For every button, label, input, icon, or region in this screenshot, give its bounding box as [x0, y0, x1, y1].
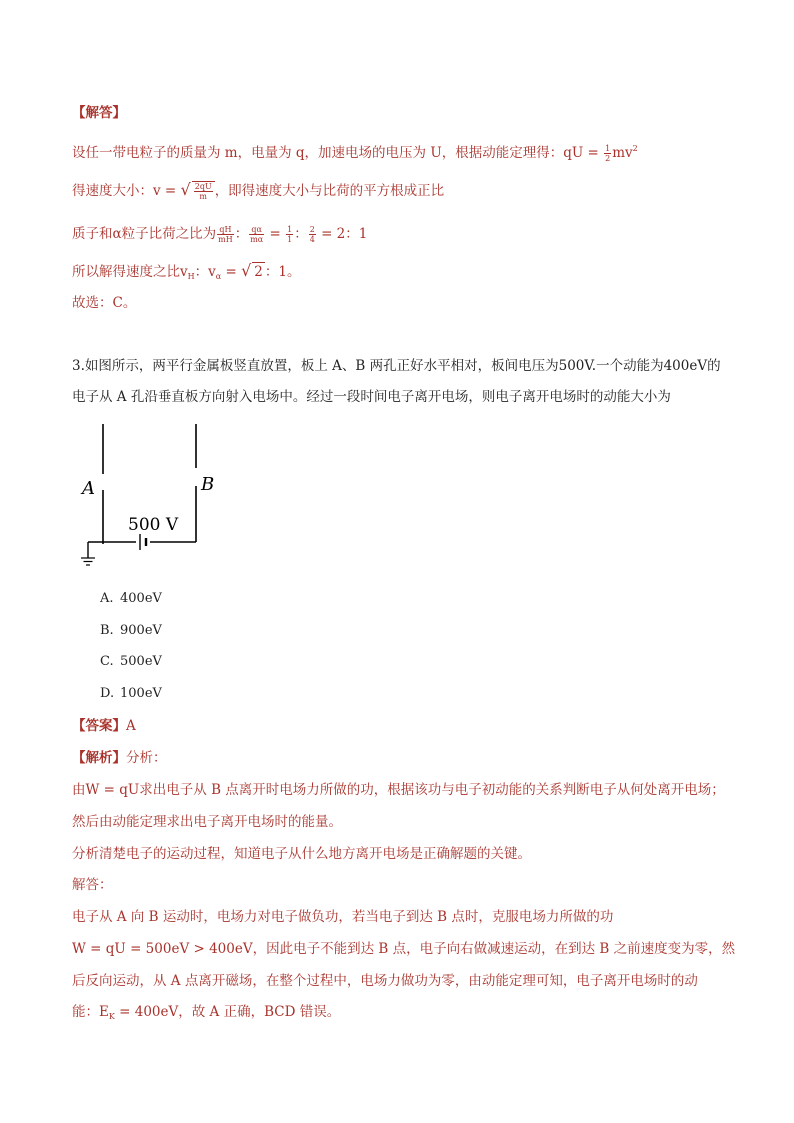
option-b[interactable]: B. 900eV	[100, 623, 162, 638]
question-text-line-1: 3.如图所示，两平行金属板竖直放置，板上 A、B 两孔正好水平相对，板间电压为500V.一个动能为400eV的	[72, 358, 721, 374]
solution-heading: 【解答】	[72, 105, 126, 121]
solve-line-2: W = qU = 500eV > 400eV，因此电子不能到达 B 点，电子向右做减速运动，在到达 B 之前速度变为零，然	[72, 941, 736, 957]
solution-line-1: 设任一带电粒子的质量为 m，电量为 q，加速电场的电压为 U，根据动能定理得：qU = $\frac{1}{2}$ $mv^2$	[72, 144, 638, 163]
option-a[interactable]: A. 400eV	[100, 591, 162, 606]
solve-line-3: 后反向运动，从 A 点离开磁场，在整个过程中，电场力做功为零，由动能定理可知，电子离开电场时的动	[72, 973, 698, 989]
option-d[interactable]: D. 100eV	[100, 686, 162, 701]
solution-line-5: 故选：C。	[72, 295, 137, 311]
option-c[interactable]: C. 500eV	[100, 654, 162, 669]
solve-line-4: 能：$E_K = 400eV$，故 A 正确，BCD 错误。	[72, 1004, 341, 1021]
label-a: A	[82, 478, 95, 499]
analysis-line-3: 分析清楚电子的运动过程，知道电子从什么地方离开电场是正确解题的关键。	[72, 846, 531, 862]
label-b: B	[201, 474, 215, 495]
solve-line-1: 电子从 A 向 B 运动时，电场力对电子做负功，若当电子到达 B 点时，克服电场力所做的功	[72, 909, 614, 925]
answer-line: 【答案】A	[72, 718, 136, 734]
question-text-line-2: 电子从 A 孔沿垂直板方向射入电场中。经过一段时间电子离开电场，则电子离开电场时的动能大小为	[72, 389, 671, 405]
analysis-heading: 【解析】分析：	[72, 750, 167, 766]
solution-line-4: 所以解得速度之比$v_H$：$v_\alpha$ = √ 2 ：1。	[72, 261, 301, 281]
circuit-figure	[70, 418, 230, 578]
solution-line-3: 质子和α粒子比荷之比为 $\frac{qH}{mH}$ ： $\frac{q\alpha}{m\alpha}$ = $\frac{1}{1}$ ： $\frac{2}{4}$ = 2：1	[72, 225, 368, 244]
analysis-line-2: 然后由动能定理求出电子离开电场时的能量。	[72, 814, 342, 830]
solve-label: 解答：	[72, 877, 113, 893]
voltage-label: 500 V	[128, 515, 179, 535]
analysis-line-1: 由W = qU求出电子从 B 点离开时电场力所做的功，根据该功与电子初动能的关系判断电子从何处离开电场；	[72, 782, 725, 798]
solution-line-2: 得速度大小：v = √ $\frac{2qU}{m}$ ，即得速度大小与比荷的平方根成正比	[72, 180, 445, 201]
